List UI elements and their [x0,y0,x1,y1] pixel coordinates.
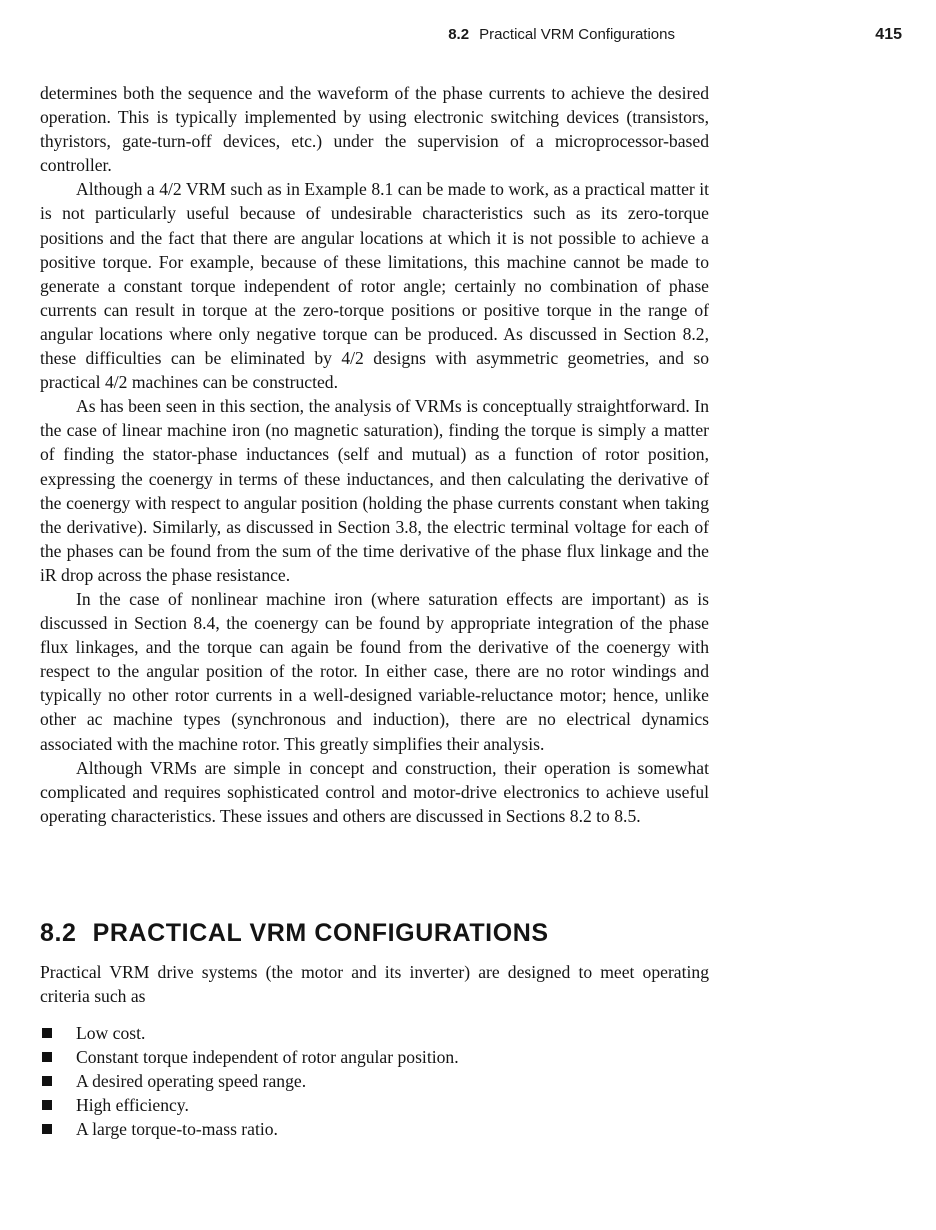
list-item-text: A desired operating speed range. [76,1071,307,1092]
square-bullet-icon [42,1100,52,1110]
list-item-text: Low cost. [76,1023,146,1043]
section-intro: Practical VRM drive systems (the motor and its inverter) are designed to meet operating criteria such as [40,962,709,1007]
page-number: 415 [875,26,902,43]
criteria-list [40,1021,709,1141]
paragraph-3: As has been seen in this section, the analysis of VRMs is conceptually straightforward. In the case of linear machine iron (no magnetic saturation), finding the torque is simply a matter of finding the stator-phase inductances (self and mutual) as a function of rotor position, expressing the coenergy in terms of these inductances, and then calculating the derivative of the coenergy with respect to angular position (holding the phase currents constant when taking the derivative). Similarly, as discussed in Section 3.8, the electric terminal voltage for each of the phases can be found from the sum of the time derivative of the phase flux linkage and the iR drop across the phase resistance. [40,396,709,585]
square-bullet-icon [42,1124,52,1134]
list-item [40,1021,709,1045]
paragraph-2: Although a 4/2 VRM such as in Example 8.1 can be made to work, as a practical matter it is not particularly useful because of undesirable characteristics such as its zero-torque positions and the fact that there are angular locations at which it is not possible to achieve a positive torque. For example, because of these limitations, this machine cannot be made to generate a constant torque independent of rotor angle; certainly no combination of phase currents can result in torque at the zero-torque positions or positive torque in the range of angular locations where only negative torque can be produced. As discussed in Section 8.2, these difficulties can be eliminated by 4/2 designs with asymmetric geometries, and so practical 4/2 machines can be constructed. [40,179,709,393]
list-item [40,1093,709,1117]
paragraph-1: determines both the sequence and the waveform of the phase currents to achieve the desired operation. This is typically implemented by using electronic switching devices (transistors, thyristors, gate-turn-off devices, etc.) under the supervision of a microprocessor-based controller. [40,83,709,176]
section-heading-number: 8.2 [40,919,77,947]
list-item-text: Constant torque independent of rotor angular position. [76,1047,459,1068]
paragraph-5: Although VRMs are simple in concept and construction, their operation is somewhat complicated and requires sophisticated control and motor-drive electronics to achieve useful operating characteristics. These issues and others are discussed in Sections 8.2 to 8.5. [40,757,709,826]
list-item [40,1069,709,1093]
body-text [40,81,709,828]
running-header [40,26,902,48]
paragraph-4: In the case of nonlinear machine iron (where saturation effects are important) as is discussed in Section 8.4, the coenergy can be found by appropriate integration of the phase flux linkages, and the torque can again be found from the derivative of the coenergy with respect to the angular position of the rotor. In either case, there are no rotor windings and typically no other rotor currents in a well-designed variable-reluctance motor; hence, unlike other ac machine types (synchronous and induction), there are no electrical dynamics associated with the machine rotor. This greatly simplifies their analysis. [40,588,709,754]
list-item [40,1045,709,1069]
header-section-number: 8.2 [448,26,470,43]
section-heading [40,919,549,948]
header-section-ref [448,26,675,43]
header-section-title: Practical VRM Configurations [479,26,675,43]
square-bullet-icon [42,1076,52,1086]
list-item-text: A large torque-to-mass ratio. [76,1119,278,1140]
list-item-text: High efficiency. [76,1095,189,1116]
section-heading-title: PRACTICAL VRM CONFIGURATIONS [92,919,549,947]
square-bullet-icon [42,1028,52,1038]
list-item [40,1117,709,1141]
square-bullet-icon [42,1052,52,1062]
